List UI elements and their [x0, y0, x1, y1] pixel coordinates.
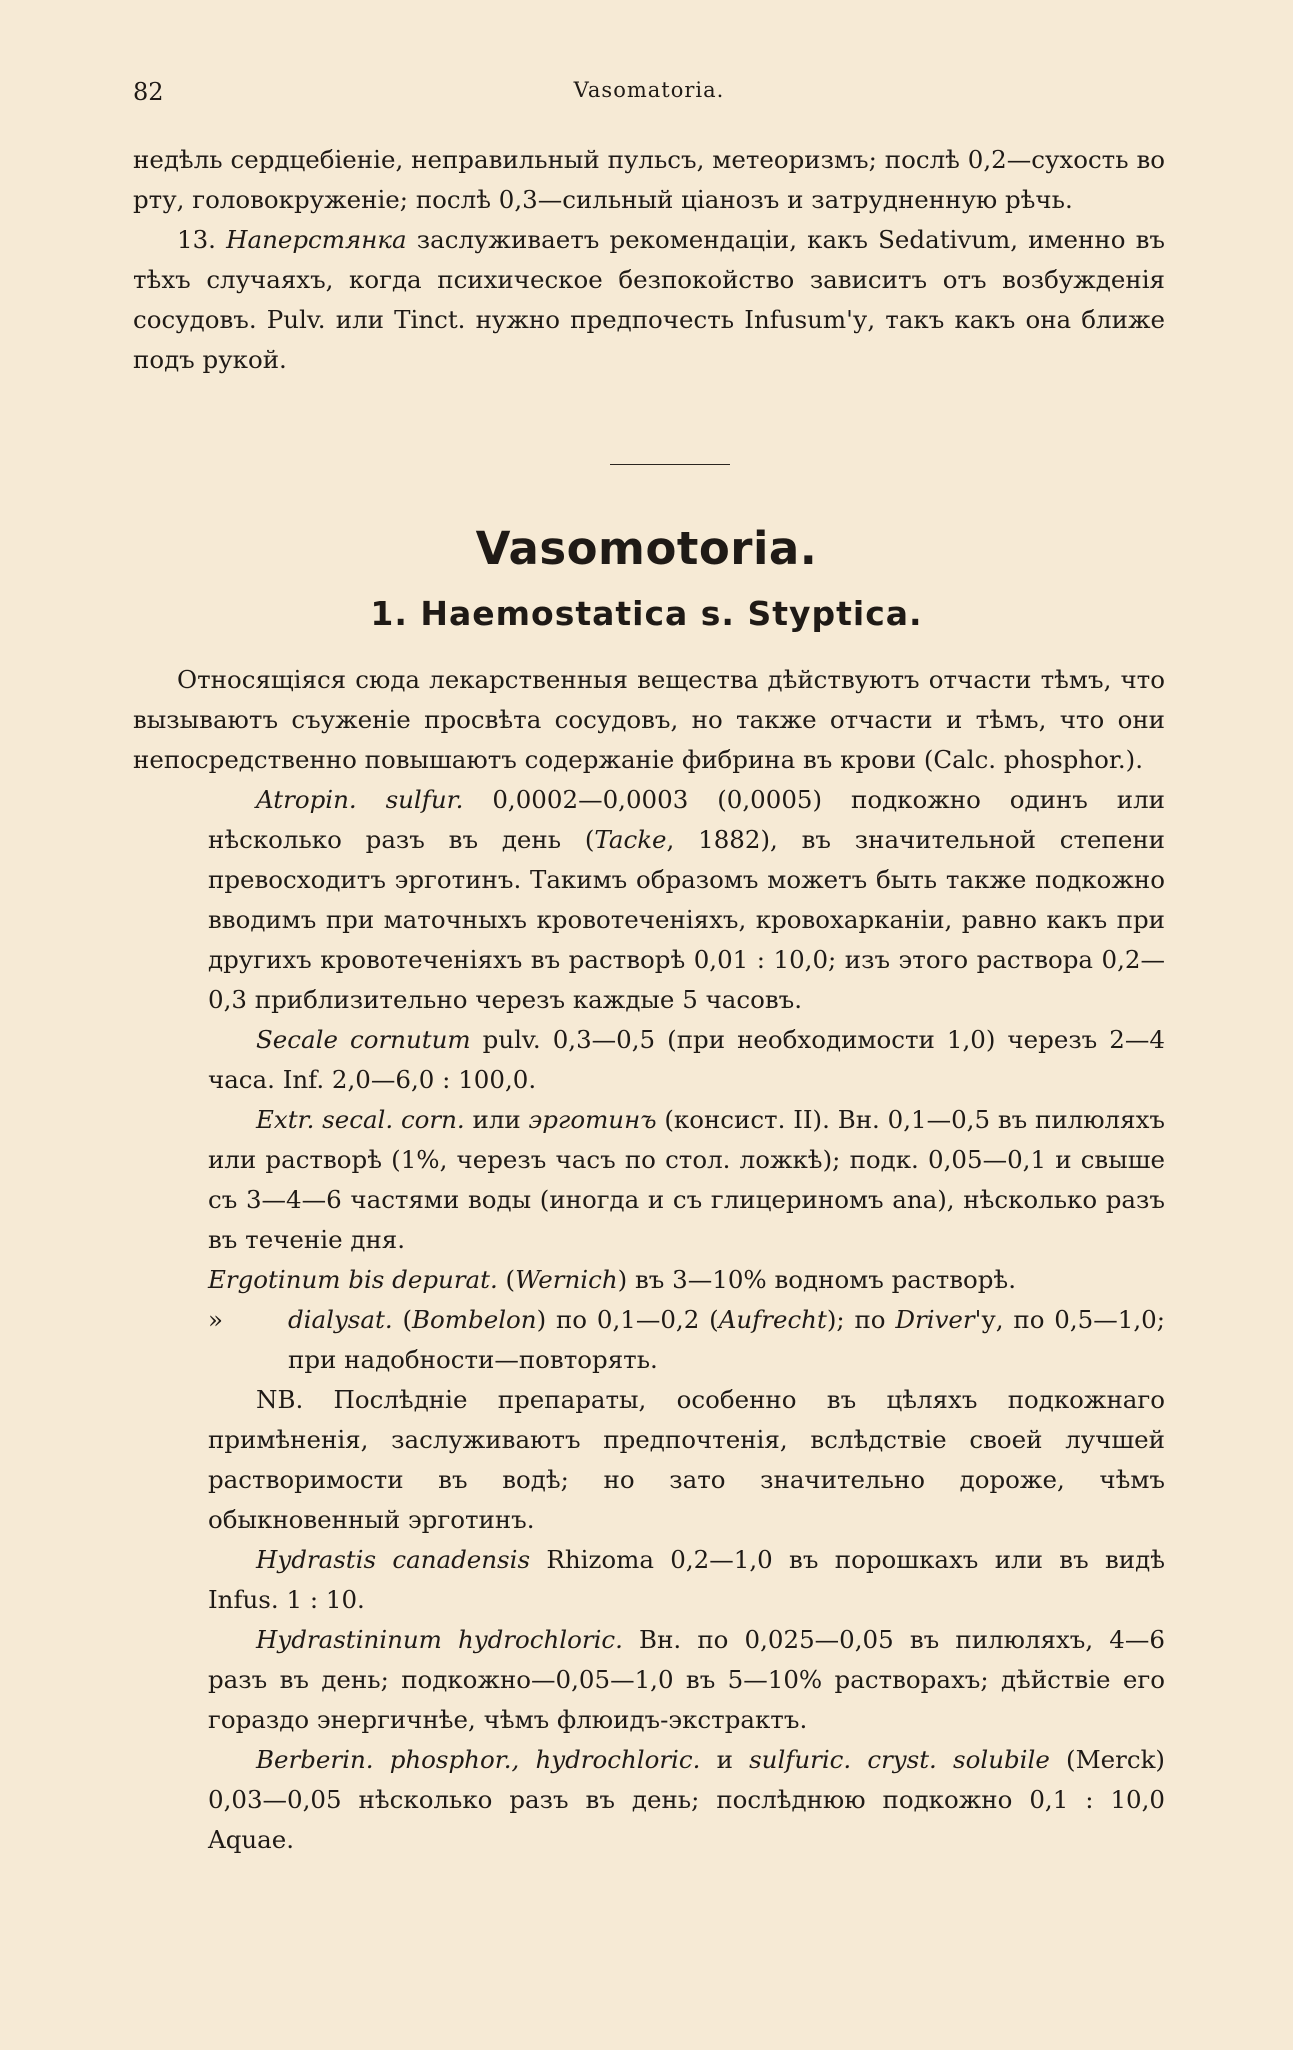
term: Atropin. sulfur.	[256, 785, 464, 814]
term-naperstyanka: Наперстянка	[226, 225, 407, 254]
text: ); по	[826, 1305, 896, 1334]
page-header	[133, 78, 1165, 108]
term: dialysat.	[288, 1305, 393, 1334]
continued-paragraph: недѣль сердцебіеніе, неправильный пульсъ, метеоризмъ; послѣ 0,2—сухость во рту, головокруженіе; послѣ 0,3—сильный ціанозъ и затрудненную рѣчь.	[133, 145, 1165, 214]
text: ) въ 3—10% водномъ растворѣ.	[617, 1265, 1016, 1294]
text: 0,0002—0,0003 (0,0005) подкожно одинъ или нѣсколько разъ въ день (	[208, 785, 1165, 854]
text: (	[497, 1265, 516, 1294]
author: Tacke	[594, 825, 667, 854]
text: или	[464, 1105, 529, 1134]
entry-berberin	[133, 1740, 1165, 1860]
entry-ergotinum	[133, 1260, 1165, 1300]
term: sulfuric. cryst. solubile	[749, 1745, 1050, 1774]
paragraph-13-text: заслуживаетъ рекомендаціи, какъ Sedativum, именно въ тѣхъ случаяхъ, когда психическое безпокойство зависитъ отъ возбужденія сосудовъ. Pulv. или Tinct. нужно предпочесть Infusum'у, такъ какъ она ближе подъ рукой.	[133, 225, 1165, 374]
section-divider	[610, 464, 730, 465]
entry-ergotinum-dialysat	[133, 1300, 1165, 1380]
text: Вн. по 0,025—0,05 въ пилюляхъ, 4—6 разъ въ день; подкожно—0,05—1,0 въ 5—10% растворахъ; дѣйствіе его гораздо энергичнѣе, чѣмъ флюидъ-экстрактъ.	[208, 1625, 1165, 1734]
item-number: 13.	[177, 225, 227, 254]
author: Driver	[895, 1305, 975, 1334]
term: Ergotinum bis depurat.	[208, 1265, 498, 1294]
text: (консист. II). Вн. 0,1—0,5 въ пилюляхъ или растворѣ (1%, черезъ часъ по стол. ложкѣ); подк. 0,05—0,1 и свыше съ 3—4—6 частями воды (иногда и съ глицериномъ ana), нѣсколько разъ въ теченіе дня.	[208, 1105, 1165, 1254]
section-title: Vasomotoria.	[475, 522, 818, 575]
intro-paragraph: Относящіяся сюда лекарственныя вещества дѣйствуютъ отчасти тѣмъ, что вызываютъ съуженіе просвѣта сосудовъ, но также отчасти и тѣмъ, что они непосредственно повышаютъ содержаніе фибрина въ крови (Calc. phosphor.).	[133, 665, 1165, 774]
nb-paragraph: NB. Послѣдніе препараты, особенно въ цѣляхъ подкожнаго примѣненія, заслуживаютъ предпочтенія, вслѣдствіе своей лучшей растворимости въ водѣ; но зато значительно дороже, чѣмъ обыкновенный эрготинъ.	[208, 1385, 1165, 1534]
term: Berberin. phosphor., hydrochloric.	[256, 1745, 701, 1774]
entry-secale	[133, 1020, 1165, 1100]
ditto-mark: »	[208, 1305, 223, 1334]
term: эрготинъ	[528, 1105, 657, 1134]
running-title: Vasomatoria.	[573, 78, 725, 102]
term: Hydrastininum hydrochloric.	[256, 1625, 623, 1654]
term: Secale cornutum	[256, 1025, 471, 1054]
author: Bombelon	[412, 1305, 537, 1334]
author: Wernich	[515, 1265, 618, 1294]
paragraph-13	[133, 220, 1165, 380]
entry-atropin	[133, 780, 1165, 1020]
top-text-block	[133, 140, 1165, 380]
text: , 1882), въ значительной степени превосходитъ эрготинъ. Такимъ образомъ можетъ быть также подкожно вводимъ при маточныхъ кровотеченіяхъ, кровохарканіи, равно какъ при другихъ кровотеченіяхъ въ растворѣ 0,01 : 10,0; изъ этого раствора 0,2—0,3 приблизительно черезъ каждые 5 часовъ.	[208, 825, 1165, 1014]
author: Aufrecht	[718, 1305, 827, 1334]
entry-hydrastis	[133, 1540, 1165, 1620]
text: Rhizoma 0,2—1,0 въ порошкахъ или въ видѣ Infus. 1 : 10.	[208, 1545, 1165, 1614]
term: Extr. secal. corn.	[256, 1105, 465, 1134]
text: 'у, по 0,5—1,0; при надобности—повторять.	[288, 1305, 1165, 1374]
main-text-block	[133, 660, 1165, 1860]
text: ) по 0,1—0,2 (	[536, 1305, 719, 1334]
text: pulv. 0,3—0,5 (при необходимости 1,0) черезъ 2—4 часа. Inf. 2,0—6,0 : 100,0.	[208, 1025, 1165, 1094]
subsection-title: 1. Haemostatica s. Styptica.	[370, 594, 923, 633]
term: Hydrastis canadensis	[256, 1545, 531, 1574]
entry-extr-secal	[133, 1100, 1165, 1260]
text: (Merck) 0,03—0,05 нѣсколько разъ въ день; послѣднюю подкожно 0,1 : 10,0 Aquae.	[208, 1745, 1165, 1854]
entry-hydrastinin	[133, 1620, 1165, 1740]
text: (	[392, 1305, 413, 1334]
text: и	[700, 1745, 750, 1774]
page-number: 82	[133, 78, 164, 106]
